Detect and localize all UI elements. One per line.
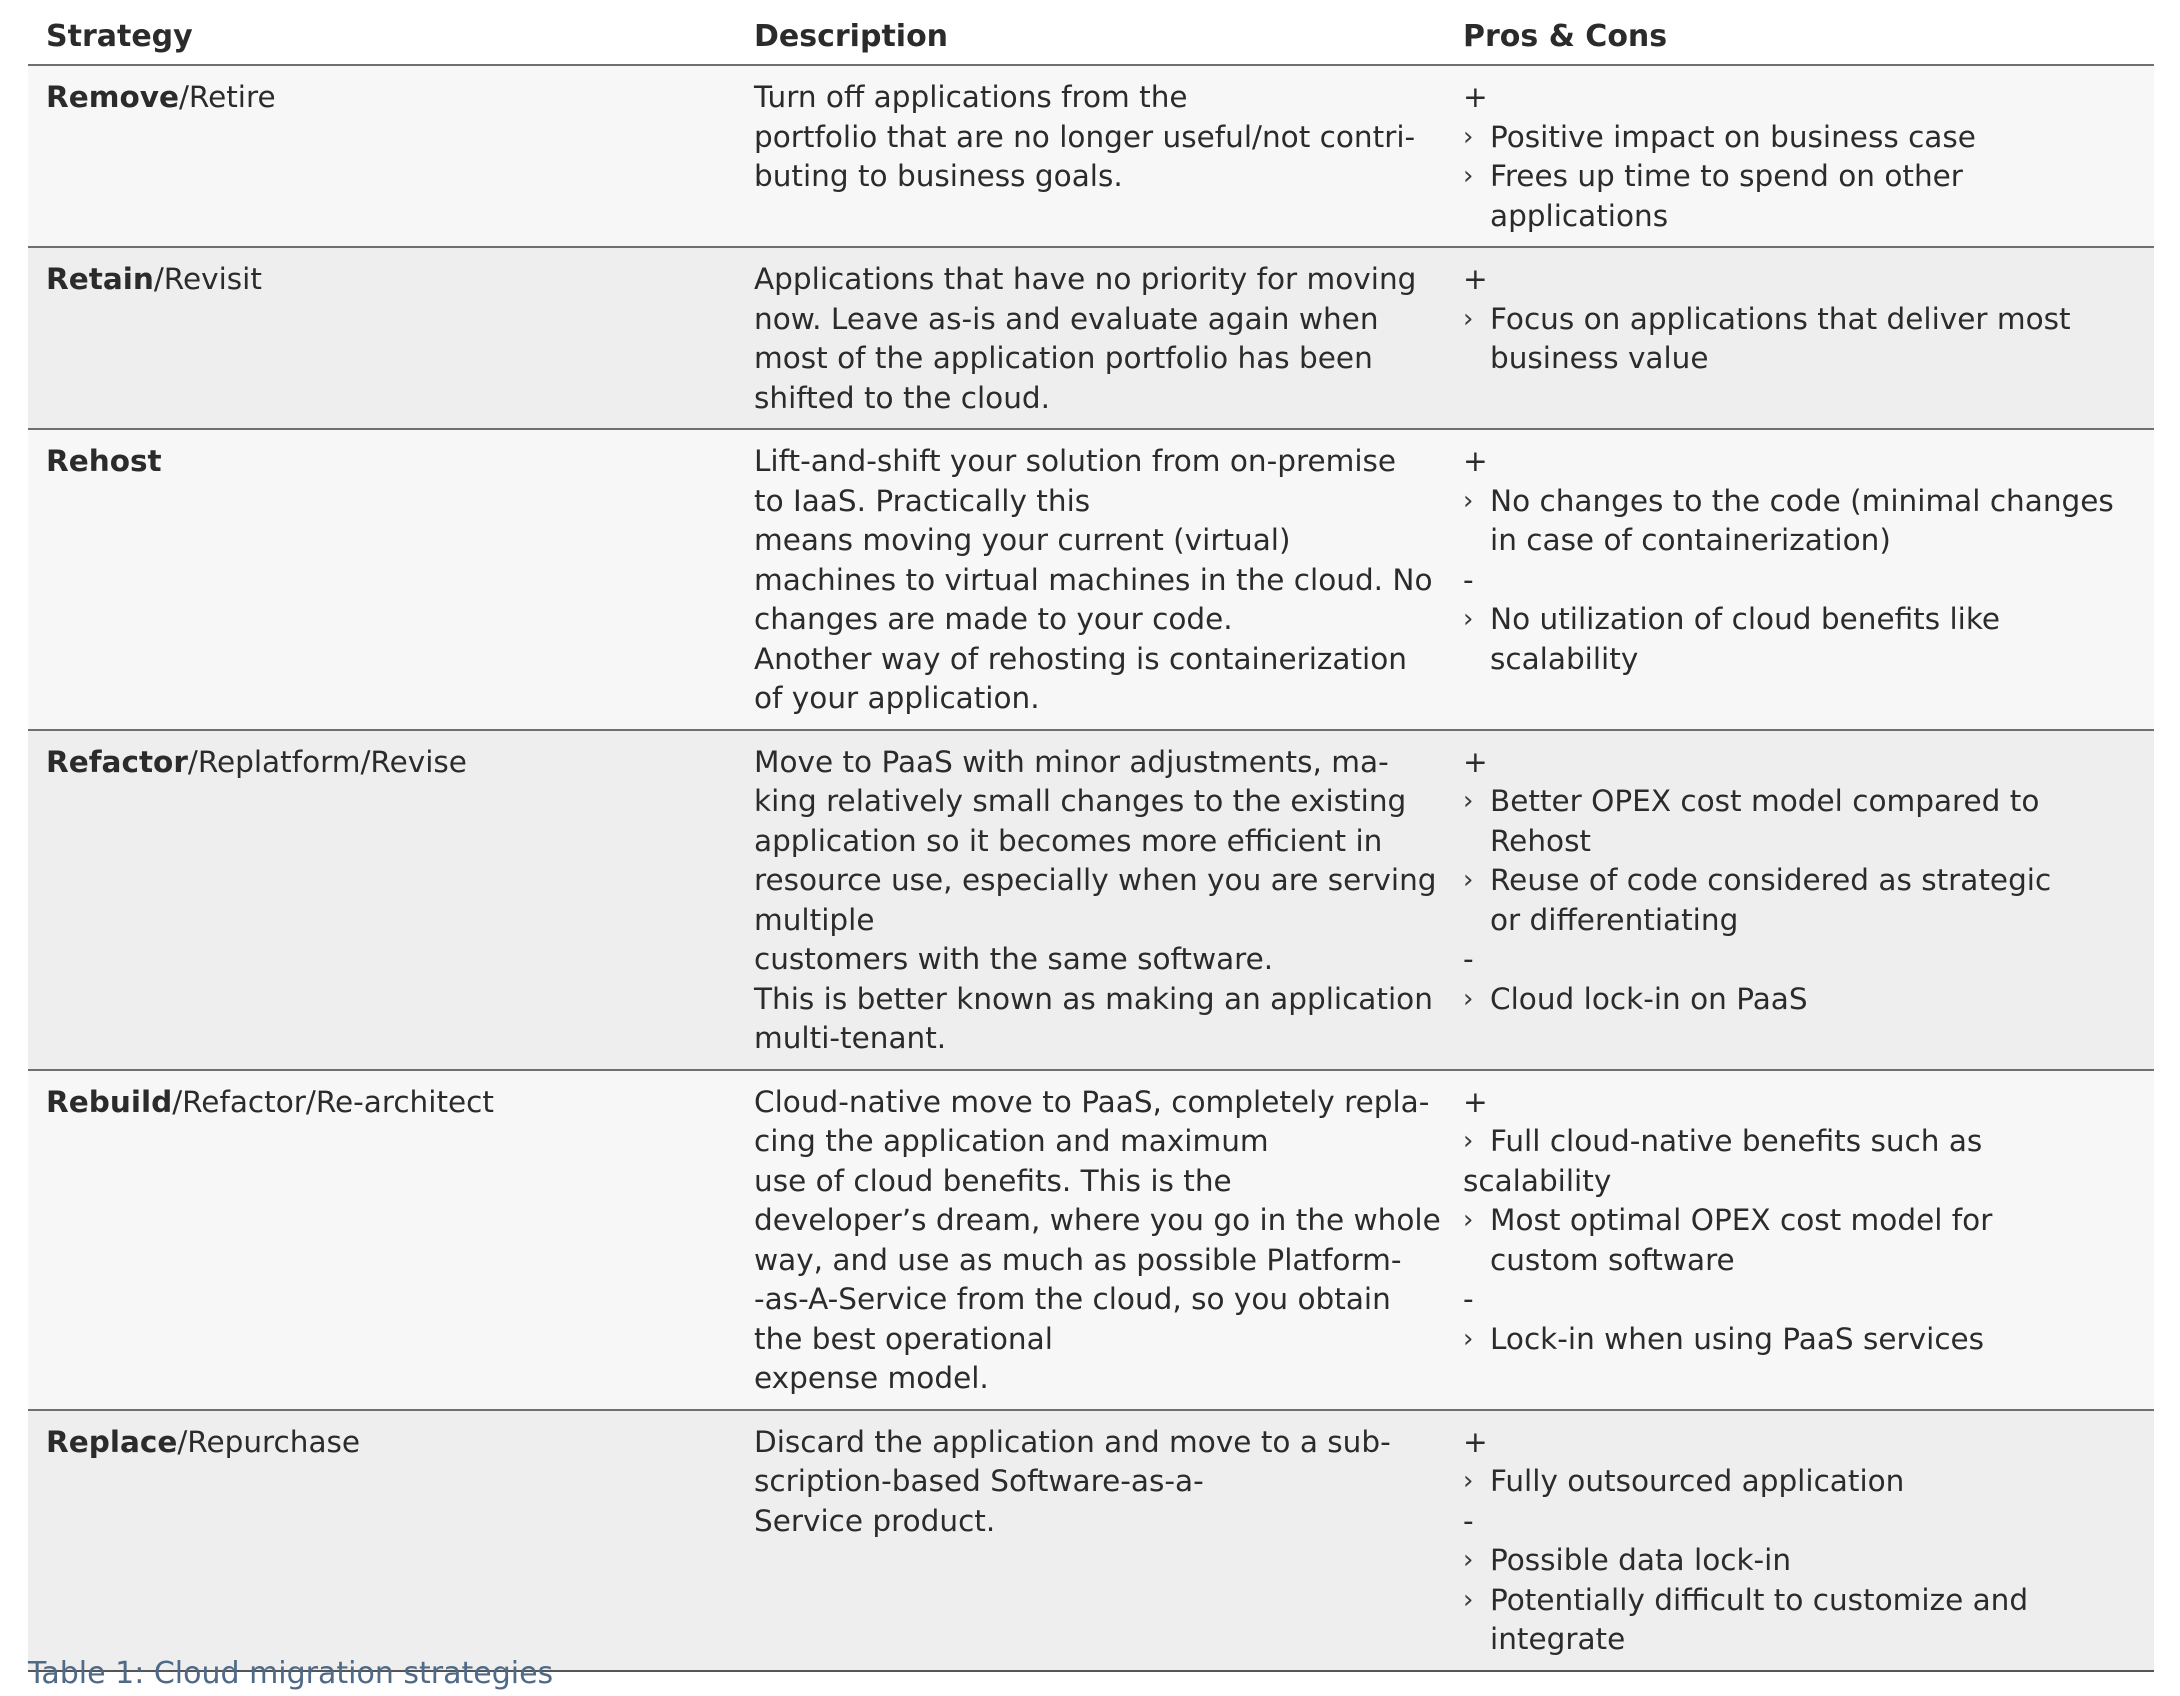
pros-cons-point — [1463, 1122, 2136, 1201]
description-line: means moving your current (virtual) — [754, 523, 1291, 557]
point-line: Positive impact on business case — [1490, 119, 1976, 154]
description-line: most of the application portfolio has been — [754, 341, 1373, 375]
description-line: Move to PaaS with minor adjustments, ma- — [754, 744, 1389, 779]
description-line: cing the application and maximum — [754, 1124, 1269, 1158]
pros-cons-point — [1463, 980, 2136, 1020]
table-row — [28, 429, 2154, 730]
pros-cons-cell — [1445, 1070, 2154, 1410]
strategy-cell — [28, 1410, 736, 1671]
table-row — [28, 65, 2154, 247]
point-line: or differentiating — [1490, 902, 1739, 937]
description-line: expense model. — [754, 1361, 989, 1395]
description-line: changes are made to your code. — [754, 602, 1233, 636]
header-pros-cons: Pros & Cons — [1445, 0, 2154, 65]
point-line: Cloud lock-in on PaaS — [1490, 981, 1808, 1016]
pros-cons-point — [1463, 300, 2136, 379]
description-line: Turn off applications from the — [754, 80, 1188, 114]
table-row — [28, 1410, 2154, 1671]
strategy-table — [28, 0, 2154, 1672]
header-strategy: Strategy — [28, 0, 736, 65]
description-line: Service product. — [754, 1503, 996, 1538]
point-line: scalability — [1463, 1163, 1612, 1198]
point-line: Frees up time to spend on other — [1490, 159, 1963, 193]
cons-marker: - — [1463, 562, 1474, 597]
pros-cons-point — [1463, 1462, 2136, 1502]
strategy-name-primary: Remove — [46, 80, 179, 114]
pros-cons-point — [1463, 1201, 2136, 1280]
pros-cons-point — [1463, 482, 2136, 561]
description-line: developer’s dream, where you go in the whole — [754, 1203, 1441, 1237]
strategy-name-primary: Retain — [46, 262, 154, 296]
chevron-right-icon: › — [1463, 1126, 1474, 1156]
chevron-right-icon: › — [1463, 303, 1474, 334]
chevron-right-icon: › — [1463, 485, 1474, 516]
description-cell — [736, 730, 1445, 1070]
description-cell — [736, 247, 1445, 429]
description-line: the best operational — [754, 1321, 1053, 1356]
description-line: buting to business goals. — [754, 159, 1123, 193]
pros-cons-point — [1463, 118, 2136, 158]
pros-marker: + — [1463, 80, 1488, 114]
description-cell — [736, 1410, 1445, 1671]
description-line: way, and use as much as possible Platform- — [754, 1242, 1402, 1277]
chevron-right-icon: › — [1463, 983, 1474, 1014]
point-line: custom software — [1490, 1242, 1735, 1277]
chevron-right-icon: › — [1463, 1323, 1474, 1354]
strategy-name-primary: Rehost — [46, 444, 162, 478]
pros-cons-cell — [1445, 1410, 2154, 1671]
chevron-right-icon: › — [1463, 1466, 1474, 1496]
pros-cons-point — [1463, 1581, 2136, 1660]
strategy-table-container — [28, 0, 2154, 1672]
point-line: No changes to the code (minimal changes — [1490, 483, 2114, 518]
table-caption: Table 1: Cloud migration strategies — [28, 1656, 554, 1691]
point-line: Rehost — [1490, 823, 1592, 858]
description-line: use of cloud benefits. This is the — [754, 1163, 1232, 1198]
table-body — [28, 65, 2154, 1671]
chevron-right-icon: › — [1463, 604, 1474, 634]
description-line: resource use, especially when you are serving — [754, 863, 1437, 897]
chevron-right-icon: › — [1463, 161, 1474, 191]
pros-cons-point — [1463, 1320, 2136, 1360]
description-line: shifted to the cloud. — [754, 380, 1050, 415]
table-row — [28, 1070, 2154, 1410]
description-line: multi-tenant. — [754, 1021, 947, 1055]
point-line: No utilization of cloud benefits like — [1490, 602, 2001, 636]
point-line: integrate — [1490, 1622, 1626, 1656]
point-line: Fully outsourced application — [1490, 1464, 1905, 1498]
cons-marker: - — [1463, 1282, 1474, 1316]
strategy-cell — [28, 247, 736, 429]
point-line: scalability — [1490, 641, 1639, 676]
description-line: customers with the same software. — [754, 942, 1274, 976]
strategy-cell — [28, 429, 736, 730]
pros-cons-cell — [1445, 247, 2154, 429]
cons-marker: - — [1463, 942, 1474, 976]
description-cell — [736, 429, 1445, 730]
pros-cons-point — [1463, 157, 2136, 236]
header-row — [28, 0, 2154, 65]
point-line: applications — [1490, 198, 1669, 233]
pros-cons-cell — [1445, 730, 2154, 1070]
description-line: Lift-and-shift your solution from on-premise — [754, 444, 1397, 478]
strategy-name-alternatives: /Retire — [178, 80, 276, 114]
point-line: Full cloud-native benefits such as — [1490, 1124, 1983, 1158]
pros-marker: + — [1463, 444, 1488, 478]
strategy-name-alternatives: /Repurchase — [177, 1424, 361, 1459]
point-line: Reuse of code considered as strategic — [1490, 863, 2052, 897]
description-line: This is better known as making an application — [754, 981, 1433, 1016]
pros-cons-point — [1463, 782, 2136, 861]
header-description: Description — [736, 0, 1445, 65]
pros-cons-cell — [1445, 65, 2154, 247]
description-line: Another way of rehosting is containerization — [754, 641, 1407, 676]
description-line: scription-based Software-as-a- — [754, 1464, 1204, 1498]
cons-marker: - — [1463, 1503, 1474, 1538]
strategy-cell — [28, 1070, 736, 1410]
chevron-right-icon: › — [1463, 786, 1474, 816]
table-row — [28, 247, 2154, 429]
description-line: of your application. — [754, 681, 1040, 715]
point-line: Most optimal OPEX cost model for — [1490, 1203, 1993, 1237]
pros-marker: + — [1463, 262, 1488, 296]
strategy-name-alternatives: /Replatform/Revise — [187, 744, 467, 779]
description-line: multiple — [754, 902, 875, 937]
description-line: Discard the application and move to a sub- — [754, 1424, 1391, 1459]
chevron-right-icon: › — [1463, 1584, 1474, 1615]
chevron-right-icon: › — [1463, 1545, 1474, 1575]
strategy-cell — [28, 65, 736, 247]
strategy-name-primary: Rebuild — [46, 1084, 173, 1119]
pros-marker: + — [1463, 744, 1488, 779]
table-header — [28, 0, 2154, 65]
chevron-right-icon: › — [1463, 121, 1474, 152]
point-line: Focus on applications that deliver most — [1490, 301, 2071, 336]
strategy-name-primary: Replace — [46, 1424, 178, 1459]
chevron-right-icon: › — [1463, 1205, 1474, 1235]
pros-cons-cell — [1445, 429, 2154, 730]
description-line: -as-A-Service from the cloud, so you obtain — [754, 1282, 1391, 1316]
description-line: now. Leave as-is and evaluate again when — [754, 301, 1379, 336]
point-line: Possible data lock-in — [1490, 1543, 1792, 1577]
description-line: king relatively small changes to the existing — [754, 784, 1407, 818]
description-line: Applications that have no priority for moving — [754, 262, 1417, 296]
point-line: in case of containerization) — [1490, 523, 1891, 557]
pros-cons-point — [1463, 861, 2136, 940]
description-line: application so it becomes more efficient in — [754, 823, 1383, 858]
description-cell — [736, 65, 1445, 247]
description-line: machines to virtual machines in the cloud. No — [754, 562, 1433, 597]
description-line: to IaaS. Practically this — [754, 483, 1091, 518]
point-line: Better OPEX cost model compared to — [1490, 784, 2040, 818]
strategy-name-primary: Refactor — [46, 744, 188, 779]
description-cell — [736, 1070, 1445, 1410]
strategy-name-alternatives: /Revisit — [153, 262, 262, 296]
point-line: Lock-in when using PaaS services — [1490, 1321, 1985, 1356]
point-line: Potentially difficult to customize and — [1490, 1582, 2029, 1617]
strategy-name-alternatives: /Refactor/Re-architect — [172, 1084, 494, 1119]
pros-cons-point — [1463, 600, 2136, 679]
point-line: business value — [1490, 341, 1709, 375]
pros-cons-point — [1463, 1541, 2136, 1581]
description-line: Cloud-native move to PaaS, completely repla- — [754, 1084, 1430, 1119]
pros-marker: + — [1463, 1424, 1488, 1459]
description-line: portfolio that are no longer useful/not contri- — [754, 119, 1416, 154]
chevron-right-icon: › — [1463, 865, 1474, 895]
table-row — [28, 730, 2154, 1070]
pros-marker: + — [1463, 1084, 1488, 1119]
strategy-cell — [28, 730, 736, 1070]
